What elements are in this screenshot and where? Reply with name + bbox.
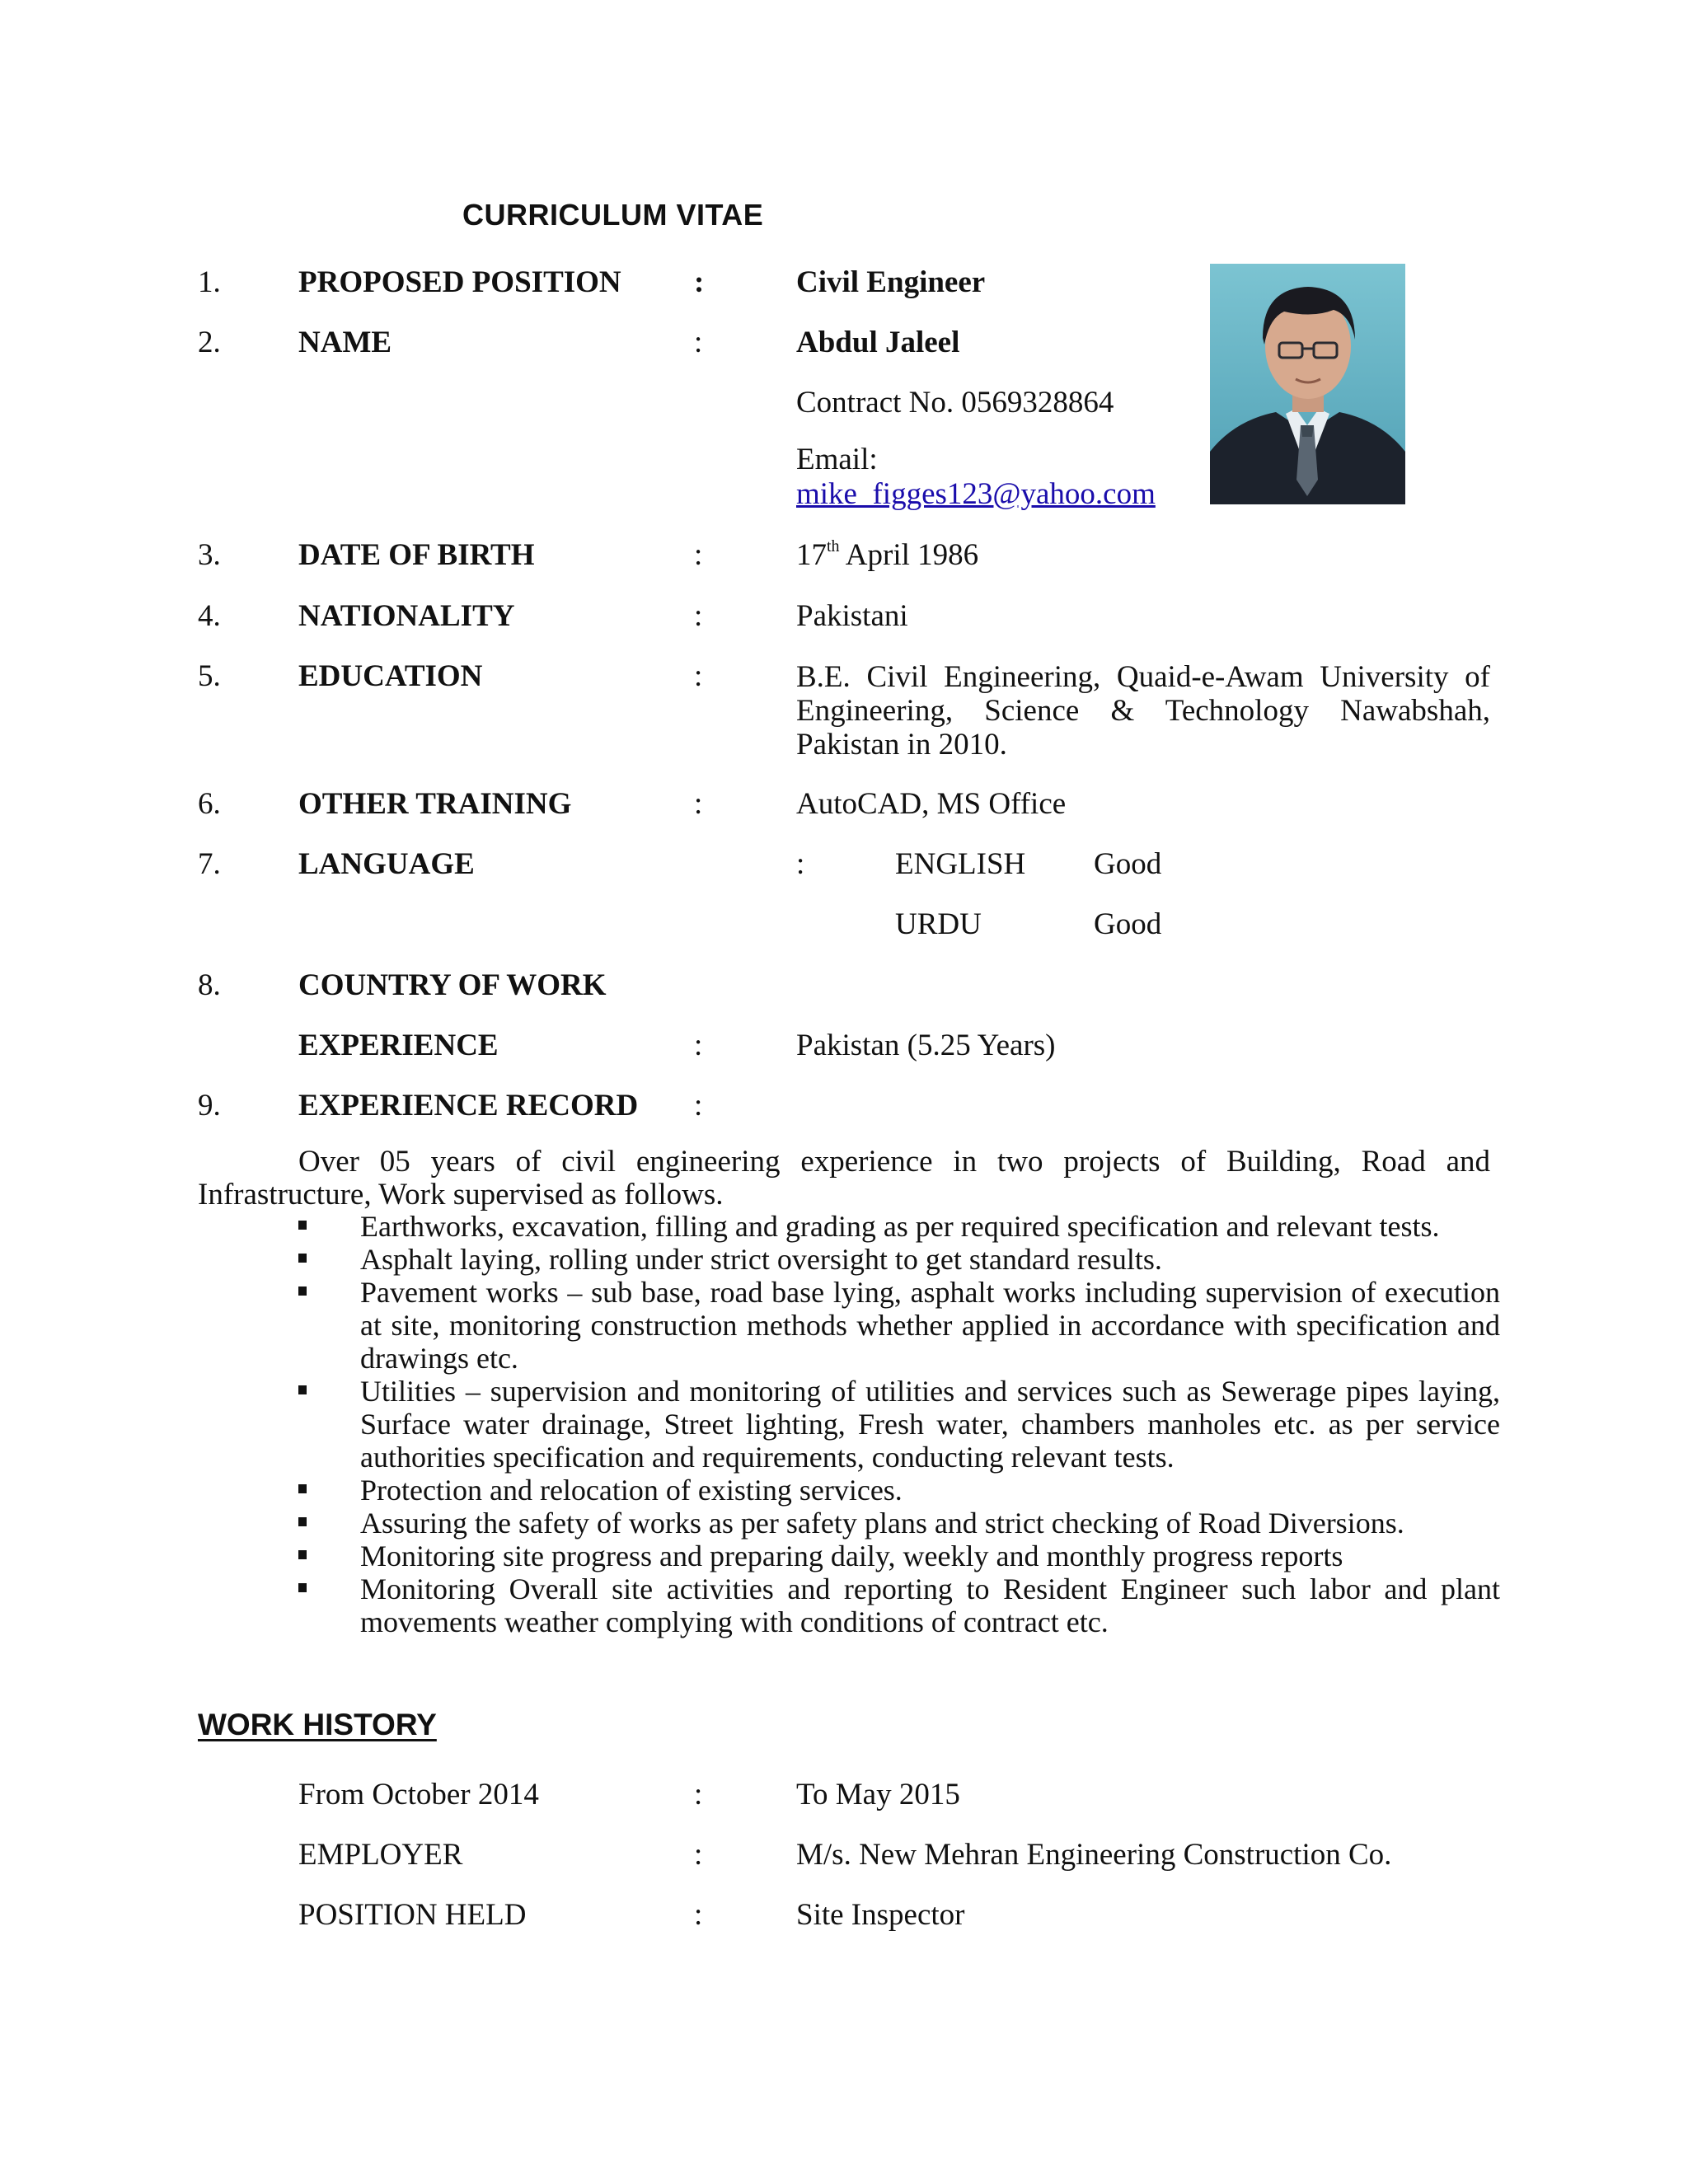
list-item: Pavement works – sub base, road base lying, asphalt works including supervision of execution at site, monitoring construction methods whether applied in accordance with specification and drawings etc. [198,1276,1500,1375]
list-item: Assuring the safety of works as per safety plans and strict checking of Road Diversions. [198,1507,1500,1540]
colon: : [694,1029,703,1062]
dob-value: 17th April 1986 [796,537,979,572]
contract-number: Contract No. 0569328864 [796,386,1114,419]
colon: : [694,1778,703,1811]
document-title: CURRICULUM VITAE [462,198,764,232]
colon: : [694,599,703,633]
colon: : [694,787,703,821]
item-number: 1. [198,265,221,299]
proposed-position-label: PROPOSED POSITION [298,265,621,299]
colon: : [694,1898,703,1932]
position-held-value: Site Inspector [796,1898,965,1932]
work-history-period-value: To May 2015 [796,1778,960,1811]
experience-label: EXPERIENCE [298,1029,499,1062]
bullet-icon [298,1254,307,1263]
email-link[interactable]: mike_figges123@yahoo.com [796,477,1156,511]
list-item: Monitoring site progress and preparing daily, weekly and monthly progress reports [198,1540,1500,1572]
bullet-icon [298,1583,307,1592]
list-item: Monitoring Overall site activities and reporting to Resident Engineer such labor and plant movements weather complying with conditions of contract etc. [198,1572,1500,1638]
employer-label: EMPLOYER [298,1838,463,1872]
name-value: Abdul Jaleel [796,326,960,359]
list-item: Asphalt laying, rolling under strict oversight to get standard results. [198,1243,1500,1276]
item-number: 9. [198,1089,221,1122]
colon: : [796,847,805,881]
list-item: Protection and relocation of existing services. [198,1474,1500,1507]
bullet-icon [298,1286,307,1296]
bullet-icon [298,1385,307,1394]
item-number: 3. [198,538,221,572]
work-history-heading: WORK HISTORY [198,1708,437,1741]
bullet-icon [298,1484,307,1493]
colon: : [694,326,703,359]
colon: : [694,538,703,572]
profile-photo [1210,264,1405,504]
position-held-label: POSITION HELD [298,1898,527,1932]
experience-bullets [198,1210,1500,1638]
experience-intro: Over 05 years of civil engineering experience in two projects of Building, Road and Infrastructure, Work supervised as follows. [198,1145,1490,1212]
proposed-position-value: Civil Engineer [796,265,986,299]
item-number: 4. [198,599,221,633]
bullet-icon [298,1517,307,1526]
language-label: LANGUAGE [298,847,475,881]
list-item: Utilities – supervision and monitoring of utilities and services such as Sewerage pipes laying, Surface water drainage, Street lighting, Fresh water, chambers manholes etc. as per service authorities specification and requirements, conducting relevant tests. [198,1375,1500,1474]
colon: : [694,659,703,693]
colon: : [694,1838,703,1872]
item-number: 2. [198,326,221,359]
education-value: B.E. Civil Engineering, Quaid-e-Awam University of Engineering, Science & Technology Nawabshah, Pakistan in 2010. [796,660,1490,762]
item-number: 7. [198,847,221,881]
colon: : [694,265,705,299]
colon: : [694,1089,703,1122]
language-level: Good [1094,847,1162,881]
nationality-label: NATIONALITY [298,599,515,633]
item-number: 8. [198,968,221,1002]
language-name: ENGLISH [895,847,1026,881]
bullet-icon [298,1550,307,1559]
work-history-period-label: From October 2014 [298,1778,539,1811]
training-label: OTHER TRAINING [298,787,572,821]
language-level: Good [1094,907,1162,941]
dob-label: DATE OF BIRTH [298,538,535,572]
experience-value: Pakistan (5.25 Years) [796,1029,1056,1062]
nationality-value: Pakistani [796,599,908,633]
bullet-icon [298,1221,307,1230]
education-label: EDUCATION [298,659,483,693]
employer-value: M/s. New Mehran Engineering Construction Co. [796,1838,1392,1872]
list-item: Earthworks, excavation, filling and grading as per required specification and relevant tests. [198,1210,1500,1243]
country-label: COUNTRY OF WORK [298,968,607,1002]
training-value: AutoCAD, MS Office [796,787,1067,821]
email-label: Email: [796,443,878,476]
item-number: 6. [198,787,221,821]
experience-record-label: EXPERIENCE RECORD [298,1089,639,1122]
language-name: URDU [895,907,982,941]
item-number: 5. [198,659,221,693]
name-label: NAME [298,326,392,359]
